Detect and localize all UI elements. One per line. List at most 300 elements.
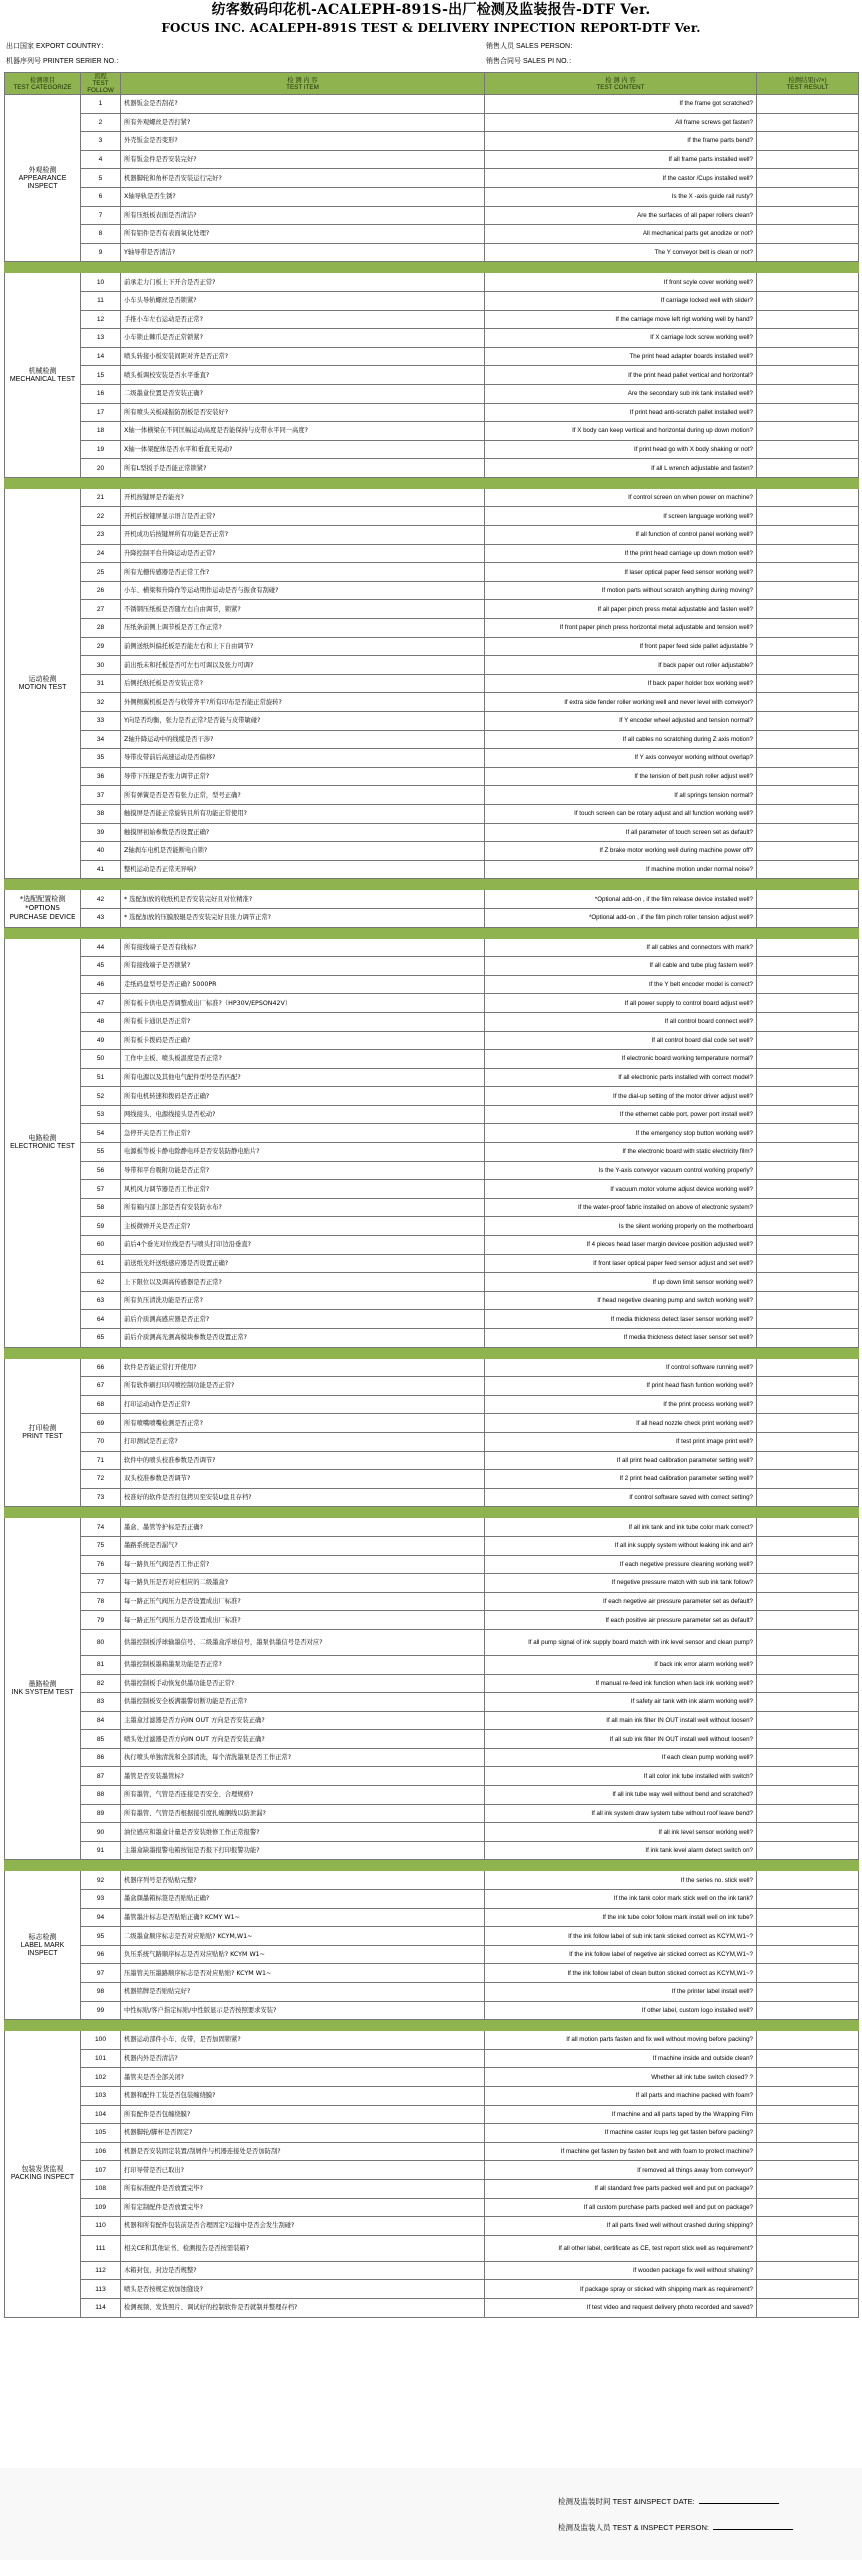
result-cell[interactable] xyxy=(757,113,859,132)
result-cell[interactable] xyxy=(757,1105,859,1124)
test-content: If each positive air pressure parameter set as default? xyxy=(485,1611,757,1630)
result-cell[interactable] xyxy=(757,206,859,225)
test-item: 所有板卡通讯是否正常? xyxy=(121,1012,485,1031)
test-content: If all ink level sensor working well? xyxy=(485,1823,757,1842)
step-number: 23 xyxy=(81,526,121,545)
result-cell[interactable] xyxy=(757,860,859,879)
test-item: 电源板等板卡静电除静电环是否安装防静电贴片? xyxy=(121,1143,485,1162)
test-content: *Optional add-on , if the film pinch roller tension adjust well? xyxy=(485,908,757,927)
result-cell[interactable] xyxy=(757,1068,859,1087)
table-row xyxy=(5,440,859,459)
table-row xyxy=(5,637,859,656)
step-number: 80 xyxy=(81,1629,121,1655)
result-cell[interactable] xyxy=(757,1890,859,1909)
category-cn: 机械检测 xyxy=(28,366,57,375)
result-cell[interactable] xyxy=(757,786,859,805)
result-cell[interactable] xyxy=(757,975,859,994)
result-cell[interactable] xyxy=(757,2068,859,2087)
test-content: If X carriage lock screw working well? xyxy=(485,329,757,348)
step-number: 84 xyxy=(81,1711,121,1730)
result-cell[interactable] xyxy=(757,1804,859,1823)
result-cell[interactable] xyxy=(757,169,859,188)
test-item: 所有负压清洗功能是否正常? xyxy=(121,1291,485,1310)
step-number: 106 xyxy=(81,2142,121,2161)
test-content: If print head anti-scratch pallet installed well? xyxy=(485,403,757,422)
test-content: If all electronic parts installed with correct model? xyxy=(485,1068,757,1087)
test-item: 喷头板调校安装是否水平垂直? xyxy=(121,366,485,385)
table-row xyxy=(5,1432,859,1451)
test-item: 所有定制配件是否放置完毕? xyxy=(121,2198,485,2217)
step-number: 52 xyxy=(81,1087,121,1106)
result-cell[interactable] xyxy=(757,2280,859,2299)
category-cn: *选配配置检测 *OPTIONS PURCHASE DEVICE xyxy=(9,894,76,921)
result-cell[interactable] xyxy=(757,1693,859,1712)
result-cell[interactable] xyxy=(757,1217,859,1236)
table-row xyxy=(5,1748,859,1767)
test-item: 外壳钣金是否变形? xyxy=(121,132,485,151)
table-row xyxy=(5,1273,859,1292)
test-item: 喷头处过滤器是否方向IN OUT 方向是否安装正确? xyxy=(121,1730,485,1749)
separator-cell xyxy=(5,927,859,938)
step-number: 76 xyxy=(81,1555,121,1574)
result-cell[interactable] xyxy=(757,384,859,403)
table-row xyxy=(5,938,859,957)
test-content: If all cable and tube plug fastern well? xyxy=(485,957,757,976)
result-cell[interactable] xyxy=(757,1767,859,1786)
result-cell[interactable] xyxy=(757,488,859,507)
result-cell[interactable] xyxy=(757,1377,859,1396)
table-row xyxy=(5,169,859,188)
table-header-row xyxy=(5,73,859,95)
table-row xyxy=(5,1031,859,1050)
test-content: If all control board dial code set well? xyxy=(485,1031,757,1050)
table-row xyxy=(5,2068,859,2087)
result-cell[interactable] xyxy=(757,1748,859,1767)
result-cell[interactable] xyxy=(757,2001,859,2020)
result-cell[interactable] xyxy=(757,422,859,441)
result-cell[interactable] xyxy=(757,2198,859,2217)
table-row xyxy=(5,187,859,206)
result-cell[interactable] xyxy=(757,329,859,348)
result-cell[interactable] xyxy=(757,1983,859,2002)
table-row xyxy=(5,2142,859,2161)
result-cell[interactable] xyxy=(757,1087,859,1106)
test-content: If the ink follow label of negetive air sticked correct as KCYM,W1~? xyxy=(485,1945,757,1964)
test-item: 小车锁止棘爪是否正常锁紧? xyxy=(121,329,485,348)
test-content: If 2 print head calibration parameter setting well? xyxy=(485,1470,757,1489)
result-cell[interactable] xyxy=(757,2124,859,2143)
step-number: 113 xyxy=(81,2280,121,2299)
result-cell[interactable] xyxy=(757,459,859,478)
table-row xyxy=(5,488,859,507)
test-item: 所有钣金件是否安装完好? xyxy=(121,150,485,169)
test-content: The print head adapter boards installed well? xyxy=(485,347,757,366)
result-cell[interactable] xyxy=(757,544,859,563)
result-cell[interactable] xyxy=(757,347,859,366)
test-content: If the Y belt encoder model is correct? xyxy=(485,975,757,994)
result-cell[interactable] xyxy=(757,2161,859,2180)
result-cell[interactable] xyxy=(757,1329,859,1348)
step-number: 32 xyxy=(81,693,121,712)
result-cell[interactable] xyxy=(757,243,859,262)
result-cell[interactable] xyxy=(757,187,859,206)
test-content: If motion parts without scratch anything during moving? xyxy=(485,581,757,600)
result-cell[interactable] xyxy=(757,712,859,731)
step-number: 75 xyxy=(81,1536,121,1555)
result-cell[interactable] xyxy=(757,1273,859,1292)
table-row xyxy=(5,1927,859,1946)
result-cell[interactable] xyxy=(757,693,859,712)
result-cell[interactable] xyxy=(757,749,859,768)
result-cell[interactable] xyxy=(757,1161,859,1180)
test-item: 主板微弹开关是否正常? xyxy=(121,1217,485,1236)
table-row xyxy=(5,1470,859,1489)
result-cell[interactable] xyxy=(757,291,859,310)
table-row xyxy=(5,1329,859,1348)
result-cell[interactable] xyxy=(757,600,859,619)
result-cell[interactable] xyxy=(757,1611,859,1630)
test-item: 所有软件刷打印闪喷控制功能是否正常? xyxy=(121,1377,485,1396)
inspect-person-blank[interactable] xyxy=(713,2522,793,2530)
test-content: If all ink supply system without leaking ink and air? xyxy=(485,1536,757,1555)
result-cell[interactable] xyxy=(757,767,859,786)
test-item: 所有接线端子是否有线标? xyxy=(121,938,485,957)
test-item: 上下限位以及调高传感器是否正常? xyxy=(121,1273,485,1292)
step-number: 105 xyxy=(81,2124,121,2143)
test-content: If the ethernet cable port, power port install well? xyxy=(485,1105,757,1124)
result-cell[interactable] xyxy=(757,366,859,385)
table-row xyxy=(5,1823,859,1842)
step-number: 44 xyxy=(81,938,121,957)
test-content: Are the surfaces of all paper rollers clean? xyxy=(485,206,757,225)
result-cell[interactable] xyxy=(757,1310,859,1329)
result-cell[interactable] xyxy=(757,957,859,976)
result-cell[interactable] xyxy=(757,225,859,244)
result-cell[interactable] xyxy=(757,1291,859,1310)
test-content: *Optional add-on , if the film release device installed well? xyxy=(485,890,757,909)
result-cell[interactable] xyxy=(757,2179,859,2198)
result-cell[interactable] xyxy=(757,1432,859,1451)
table-row xyxy=(5,2298,859,2317)
step-number: 95 xyxy=(81,1927,121,1946)
result-cell[interactable] xyxy=(757,2142,859,2161)
test-item: 导带皮带前后高速运动是否偏移? xyxy=(121,749,485,768)
result-cell[interactable] xyxy=(757,2105,859,2124)
step-number: 72 xyxy=(81,1470,121,1489)
result-cell[interactable] xyxy=(757,507,859,526)
result-cell[interactable] xyxy=(757,1012,859,1031)
step-number: 89 xyxy=(81,1804,121,1823)
category-cn: 标志检测 xyxy=(28,1932,57,1941)
result-cell[interactable] xyxy=(757,1841,859,1860)
table-row xyxy=(5,1674,859,1693)
test-item: 压墨管关压墨路顺序标志是否对应贴贴? KCYM W1~ xyxy=(121,1964,485,1983)
table-row xyxy=(5,1908,859,1927)
result-cell[interactable] xyxy=(757,730,859,749)
result-cell[interactable] xyxy=(757,656,859,675)
table-row xyxy=(5,600,859,619)
step-number: 47 xyxy=(81,994,121,1013)
test-item: 所有弹簧是否是否有张力正常，型号正确? xyxy=(121,786,485,805)
table-row xyxy=(5,619,859,638)
test-content: If all head nozzle check print working well? xyxy=(485,1414,757,1433)
step-number: 29 xyxy=(81,637,121,656)
result-cell[interactable] xyxy=(757,1198,859,1217)
table-row xyxy=(5,842,859,861)
table-row xyxy=(5,1291,859,1310)
table-row xyxy=(5,1536,859,1555)
result-cell[interactable] xyxy=(757,2049,859,2068)
step-number: 46 xyxy=(81,975,121,994)
step-number: 14 xyxy=(81,347,121,366)
step-number: 103 xyxy=(81,2086,121,2105)
step-number: 66 xyxy=(81,1358,121,1377)
table-row xyxy=(5,2161,859,2180)
test-item: 木箱封包，封边是否规整? xyxy=(121,2261,485,2280)
result-cell[interactable] xyxy=(757,1254,859,1273)
test-content: If vacuum motor volume adjust device working well? xyxy=(485,1180,757,1199)
separator-cell xyxy=(5,1507,859,1518)
result-cell[interactable] xyxy=(757,2298,859,2317)
result-cell[interactable] xyxy=(757,842,859,861)
table-row xyxy=(5,310,859,329)
table-row xyxy=(5,1395,859,1414)
table-row xyxy=(5,1629,859,1655)
test-content: If X body can keep vertical and horizontal during up down motion? xyxy=(485,422,757,441)
result-cell[interactable] xyxy=(757,1908,859,1927)
result-cell[interactable] xyxy=(757,619,859,638)
table-row xyxy=(5,1105,859,1124)
table-row xyxy=(5,860,859,879)
result-cell[interactable] xyxy=(757,1711,859,1730)
test-item: 急停开关是否工作正常? xyxy=(121,1124,485,1143)
step-number: 83 xyxy=(81,1693,121,1712)
test-item: 执行喷头单独清洗和全部清洗，每个清洗墨泵是否工作正常? xyxy=(121,1748,485,1767)
test-item: 前后介质测高感应器是否正常? xyxy=(121,1310,485,1329)
step-number: 97 xyxy=(81,1964,121,1983)
test-item: 每一路负压是否对应相应的二级墨盒? xyxy=(121,1574,485,1593)
result-cell[interactable] xyxy=(757,1518,859,1537)
test-content: If all power supply to control board adjust well? xyxy=(485,994,757,1013)
result-cell[interactable] xyxy=(757,1536,859,1555)
test-content: If control screen on when power on machine? xyxy=(485,488,757,507)
step-number: 67 xyxy=(81,1377,121,1396)
result-cell[interactable] xyxy=(757,2217,859,2236)
result-cell[interactable] xyxy=(757,1555,859,1574)
result-cell[interactable] xyxy=(757,1592,859,1611)
test-content: If the ink follow label of clean button sticked correct as KCYM,W1~? xyxy=(485,1964,757,1983)
result-cell[interactable] xyxy=(757,1945,859,1964)
test-content: If the print process working well? xyxy=(485,1395,757,1414)
category-en: PACKING INSPECT xyxy=(10,2174,75,2182)
test-item: X轴一体横梁在不同匡幅运动高度是否能保持与皮带水平同一高度? xyxy=(121,422,485,441)
step-number: 108 xyxy=(81,2179,121,2198)
test-content: If all L wrench adjustable and fasten? xyxy=(485,459,757,478)
result-cell[interactable] xyxy=(757,1143,859,1162)
test-item: 相关CE和其他证书、检测报告是否按需装箱? xyxy=(121,2235,485,2261)
step-number: 55 xyxy=(81,1143,121,1162)
test-item: 所有光栅传感器是否正常工作? xyxy=(121,563,485,582)
result-cell[interactable] xyxy=(757,994,859,1013)
step-number: 9 xyxy=(81,243,121,262)
test-item: 压纸条前侧上调节板是否工作正常? xyxy=(121,619,485,638)
result-cell[interactable] xyxy=(757,2086,859,2105)
result-cell[interactable] xyxy=(757,526,859,545)
test-item: 喷头转接小板安装间距对齐是否正常? xyxy=(121,347,485,366)
col-result: 检测结果(√/×) TEST RESULT xyxy=(757,73,859,95)
table-row xyxy=(5,656,859,675)
test-content: If machine motion under normal noise? xyxy=(485,860,757,879)
test-item: 机器和配件工装是否包装缠绕膜? xyxy=(121,2086,485,2105)
table-row xyxy=(5,1871,859,1890)
result-cell[interactable] xyxy=(757,1927,859,1946)
result-cell[interactable] xyxy=(757,1574,859,1593)
result-cell[interactable] xyxy=(757,2261,859,2280)
test-content: If print head flash funtion working well? xyxy=(485,1377,757,1396)
step-number: 38 xyxy=(81,804,121,823)
test-content: Is the silent working properly on the motherboard xyxy=(485,1217,757,1236)
result-cell[interactable] xyxy=(757,1358,859,1377)
table-row xyxy=(5,1217,859,1236)
table-row xyxy=(5,132,859,151)
result-cell[interactable] xyxy=(757,804,859,823)
separator-cell xyxy=(5,1860,859,1871)
result-cell[interactable] xyxy=(757,1124,859,1143)
table-row xyxy=(5,384,859,403)
test-item: 触摸屏初始参数是否设置正确? xyxy=(121,823,485,842)
test-content: If all other label, certificate as CE, test report stick well as requirement? xyxy=(485,2235,757,2261)
test-item: 软件中的喷头校准参数是否调节? xyxy=(121,1451,485,1470)
table-row xyxy=(5,2235,859,2261)
category-en: MOTION TEST xyxy=(18,684,67,692)
result-cell[interactable] xyxy=(757,310,859,329)
step-number: 48 xyxy=(81,1012,121,1031)
result-cell[interactable] xyxy=(757,273,859,292)
test-item: 机器铭牌是否贴贴完好? xyxy=(121,1983,485,2002)
table-row xyxy=(5,693,859,712)
result-cell[interactable] xyxy=(757,1031,859,1050)
result-cell[interactable] xyxy=(757,890,859,909)
result-cell[interactable] xyxy=(757,1655,859,1674)
test-item: 墨管是否安装墨管标? xyxy=(121,1767,485,1786)
result-cell[interactable] xyxy=(757,1488,859,1507)
result-cell[interactable] xyxy=(757,938,859,957)
test-item: Y向是否均衡，张力是否正常?是否能与皮带敏碰? xyxy=(121,712,485,731)
result-cell[interactable] xyxy=(757,1236,859,1255)
table-row xyxy=(5,2198,859,2217)
category-en: APPEARANCE INSPECT xyxy=(18,174,67,190)
inspection-table xyxy=(4,72,859,2318)
result-cell[interactable] xyxy=(757,1395,859,1414)
col-content: 检 测 内 容 TEST CONTENT xyxy=(485,73,757,95)
test-item: X轴一体架配体是否水平和垂直无晃动? xyxy=(121,440,485,459)
test-content: If electronic board working temperature normal? xyxy=(485,1050,757,1069)
result-cell[interactable] xyxy=(757,403,859,422)
col-follow: 流程 TEST FOLLOW xyxy=(81,73,121,95)
result-cell[interactable] xyxy=(757,581,859,600)
table-row xyxy=(5,1414,859,1433)
test-content: If the emergency stop button working well? xyxy=(485,1124,757,1143)
step-number: 34 xyxy=(81,730,121,749)
result-cell[interactable] xyxy=(757,1414,859,1433)
test-item: 所有标准配件是否放置完毕? xyxy=(121,2179,485,2198)
step-number: 91 xyxy=(81,1841,121,1860)
result-cell[interactable] xyxy=(757,637,859,656)
section-category xyxy=(5,1871,81,2020)
result-cell[interactable] xyxy=(757,132,859,151)
result-cell[interactable] xyxy=(757,1629,859,1655)
test-content: If negetive pressure match with sub ink tank follow? xyxy=(485,1574,757,1593)
test-item: 供墨控制板墨箱墨泵功能是否正常? xyxy=(121,1655,485,1674)
category-en: ELECTRONIC TEST xyxy=(10,1143,75,1151)
test-item: 工作中主板、喷头板温度是否正常? xyxy=(121,1050,485,1069)
test-item: 机器钣金是否刮花? xyxy=(121,95,485,114)
result-cell[interactable] xyxy=(757,1470,859,1489)
test-content: If all cables no scratching during Z axis motion? xyxy=(485,730,757,749)
section-separator xyxy=(5,1860,859,1871)
result-cell[interactable] xyxy=(757,1451,859,1470)
step-number: 30 xyxy=(81,656,121,675)
category-en: MECHANICAL TEST xyxy=(9,375,76,383)
step-number: 12 xyxy=(81,310,121,329)
test-item: 所有喷嘴喷嘴检测是否正常? xyxy=(121,1414,485,1433)
table-row xyxy=(5,1050,859,1069)
test-item: 墨盒、墨管等护标是否正确? xyxy=(121,1518,485,1537)
test-content: If front paper pinch press horizontal metal adjustable and tension well? xyxy=(485,619,757,638)
test-content: If test video and request delivery photo recorded and saved? xyxy=(485,2298,757,2317)
step-number: 107 xyxy=(81,2161,121,2180)
table-row xyxy=(5,2179,859,2198)
table-row xyxy=(5,366,859,385)
result-cell[interactable] xyxy=(757,1180,859,1199)
test-item: 打印运动动作是否正常? xyxy=(121,1395,485,1414)
result-cell[interactable] xyxy=(757,1786,859,1805)
result-cell[interactable] xyxy=(757,1871,859,1890)
result-cell[interactable] xyxy=(757,563,859,582)
test-item: 升降控制平台升降运动是否正常? xyxy=(121,544,485,563)
result-cell[interactable] xyxy=(757,1730,859,1749)
result-cell[interactable] xyxy=(757,95,859,114)
test-content: If control software running well? xyxy=(485,1358,757,1377)
category-cn: 运动检测 xyxy=(28,675,57,684)
result-cell[interactable] xyxy=(757,823,859,842)
result-cell[interactable] xyxy=(757,1050,859,1069)
section-separator xyxy=(5,477,859,488)
result-cell[interactable] xyxy=(757,2031,859,2050)
result-cell[interactable] xyxy=(757,150,859,169)
result-cell[interactable] xyxy=(757,674,859,693)
step-number: 6 xyxy=(81,187,121,206)
step-number: 100 xyxy=(81,2031,121,2050)
test-item: 所有板卡供电是否调整成出厂标准?（HP30V/EPSON42V） xyxy=(121,994,485,1013)
result-cell[interactable] xyxy=(757,440,859,459)
result-cell[interactable] xyxy=(757,1964,859,1983)
result-cell[interactable] xyxy=(757,908,859,927)
test-date-blank[interactable] xyxy=(699,2496,779,2504)
test-item: 前后4个垂光对位线是否与喷头打印边沿垂直? xyxy=(121,1236,485,1255)
test-content: If the ink follow label of sub ink tank sticked correct as KCYM,W1~? xyxy=(485,1927,757,1946)
result-cell[interactable] xyxy=(757,1674,859,1693)
test-item: 供墨控制板浮球输墨信号、二级墨盒浮球信号，墨泵供墨信号是否对应? xyxy=(121,1629,485,1655)
report-title-cn: 纺客数码印花机-ACALEPH-891S-出厂检测及监装报告-DTF Ver. xyxy=(211,2,651,18)
step-number: 7 xyxy=(81,206,121,225)
result-cell[interactable] xyxy=(757,1823,859,1842)
test-item: 前送纸光纤送纸感应器是否设置正确? xyxy=(121,1254,485,1273)
test-content: If the ink tank color mark stick well on the ink tank? xyxy=(485,1890,757,1909)
section-separator xyxy=(5,927,859,938)
result-cell[interactable] xyxy=(757,2235,859,2261)
separator-cell xyxy=(5,262,859,273)
